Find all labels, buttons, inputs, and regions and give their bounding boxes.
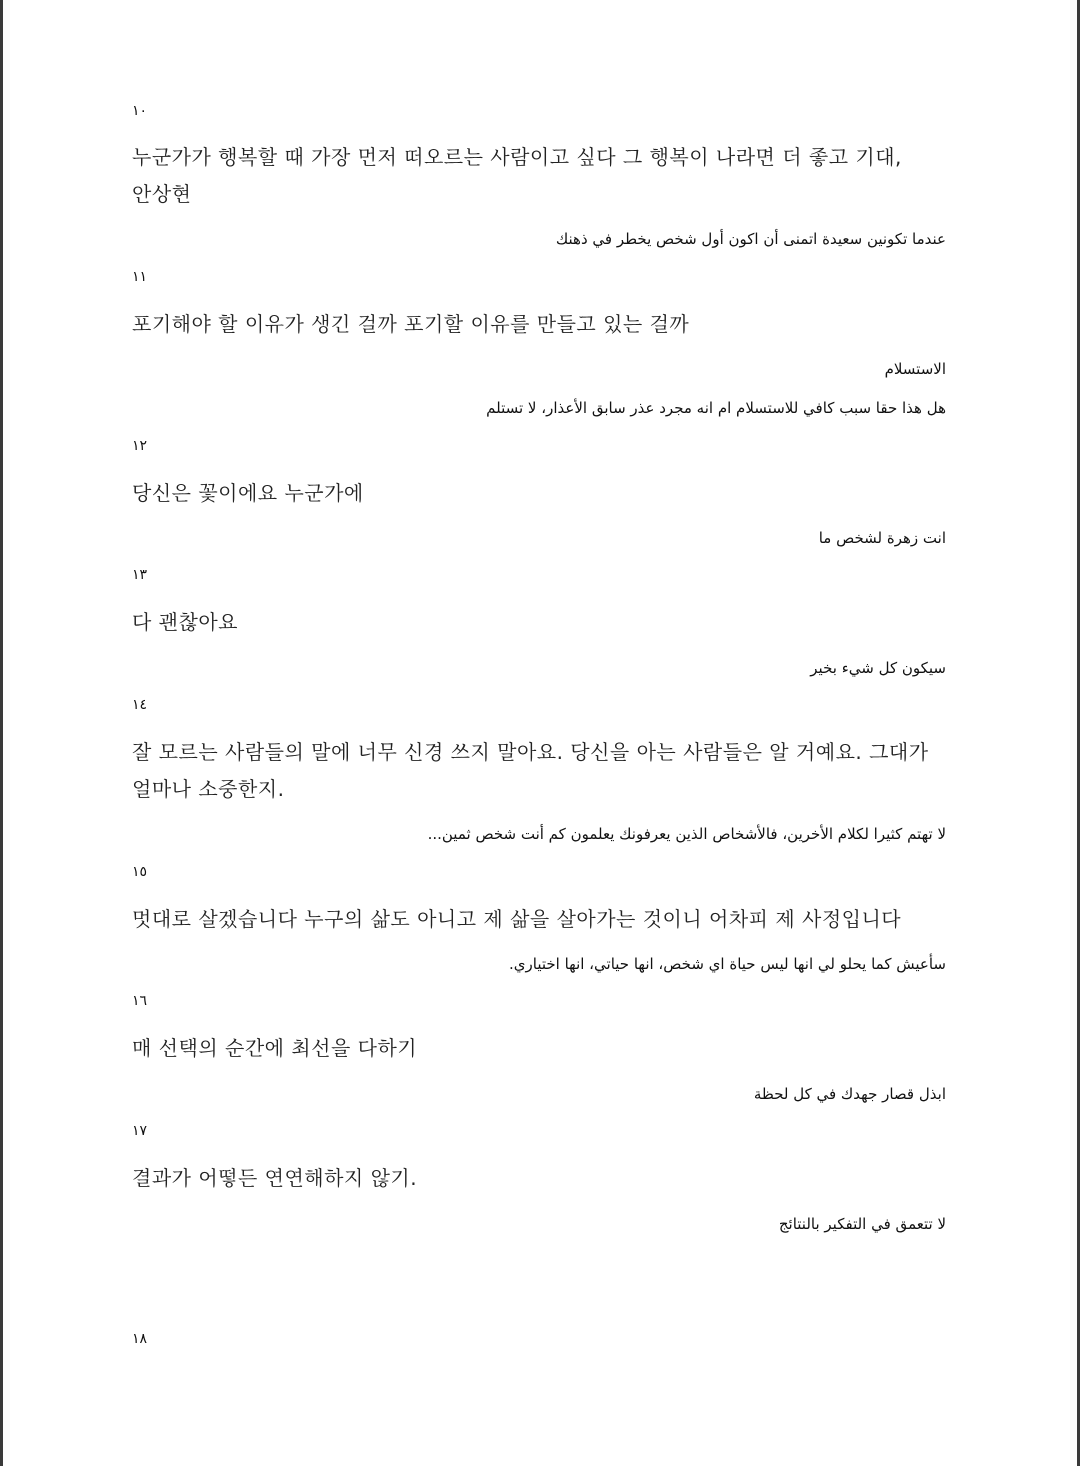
- korean-quote: 당신은 꽃이에요 누군가에: [132, 481, 364, 505]
- entry-number: ١٢: [132, 438, 148, 454]
- arabic-translation: عندما تكونين سعيدة اتمنى أن اكون أول شخص يخطر في ذهنك: [555, 230, 946, 248]
- entry-number: ١١: [132, 269, 148, 285]
- korean-quote: 누군가가 행복할 때 가장 먼저 떠오르는 사람이고 싶다 그 행복이 나라면 더 좋고 기대,: [132, 145, 902, 169]
- arabic-title: الاستسلام: [884, 360, 946, 378]
- entry-number: ١٠: [132, 103, 148, 119]
- entry-number: ١٣: [132, 567, 148, 583]
- korean-quote: 결과가 어떻든 연연해하지 않기.: [132, 1166, 418, 1190]
- arabic-translation: ابذل قصار جهدك في كل لحظة: [753, 1085, 946, 1103]
- arabic-translation: انت زهرة لشخص ما: [818, 529, 946, 547]
- arabic-translation: سيكون كل شيء بخير: [810, 659, 946, 677]
- entry-number: ١٦: [132, 993, 148, 1009]
- entry-number: ١٤: [132, 697, 148, 713]
- page-border-left: [0, 0, 3, 1466]
- entry-number: ١٨: [132, 1331, 148, 1347]
- arabic-translation: لا تهتم كثيرا لكلام الأخرين، فالأشخاص الذين يعرفونك يعلمون كم أنت شخص ثمين...: [427, 825, 946, 843]
- korean-quote: 멋대로 살겠습니다 누구의 삶도 아니고 제 삶을 살아가는 것이니 어차피 제 사정입니다: [132, 907, 902, 931]
- korean-quote-continued: 얼마나 소중한지.: [132, 777, 285, 801]
- korean-quote: 포기해야 할 이유가 생긴 걸까 포기할 이유를 만들고 있는 걸까: [132, 312, 690, 336]
- korean-quote: 잘 모르는 사람들의 말에 너무 신경 쓰지 말아요. 당신을 아는 사람들은 알 거예요. 그대가: [132, 740, 929, 764]
- korean-quote: 매 선택의 순간에 최선을 다하기: [132, 1036, 418, 1060]
- entry-number: ١٥: [132, 864, 148, 880]
- entry-number: ١٧: [132, 1123, 148, 1139]
- arabic-translation: سأعيش كما يحلو لي انها ليس حياة اي شخص، انها حياتي، انها اختياري.: [509, 955, 946, 973]
- arabic-translation: هل هذا حقا سبب كافي للاستسلام ام انه مجرد عذر سابق الأعذار، لا تستلم: [486, 399, 946, 417]
- arabic-translation: لا تتعمق في التفكير بالنتائج: [778, 1215, 946, 1233]
- korean-author: 안상현: [132, 182, 192, 206]
- korean-quote: 다 괜찮아요: [132, 610, 238, 634]
